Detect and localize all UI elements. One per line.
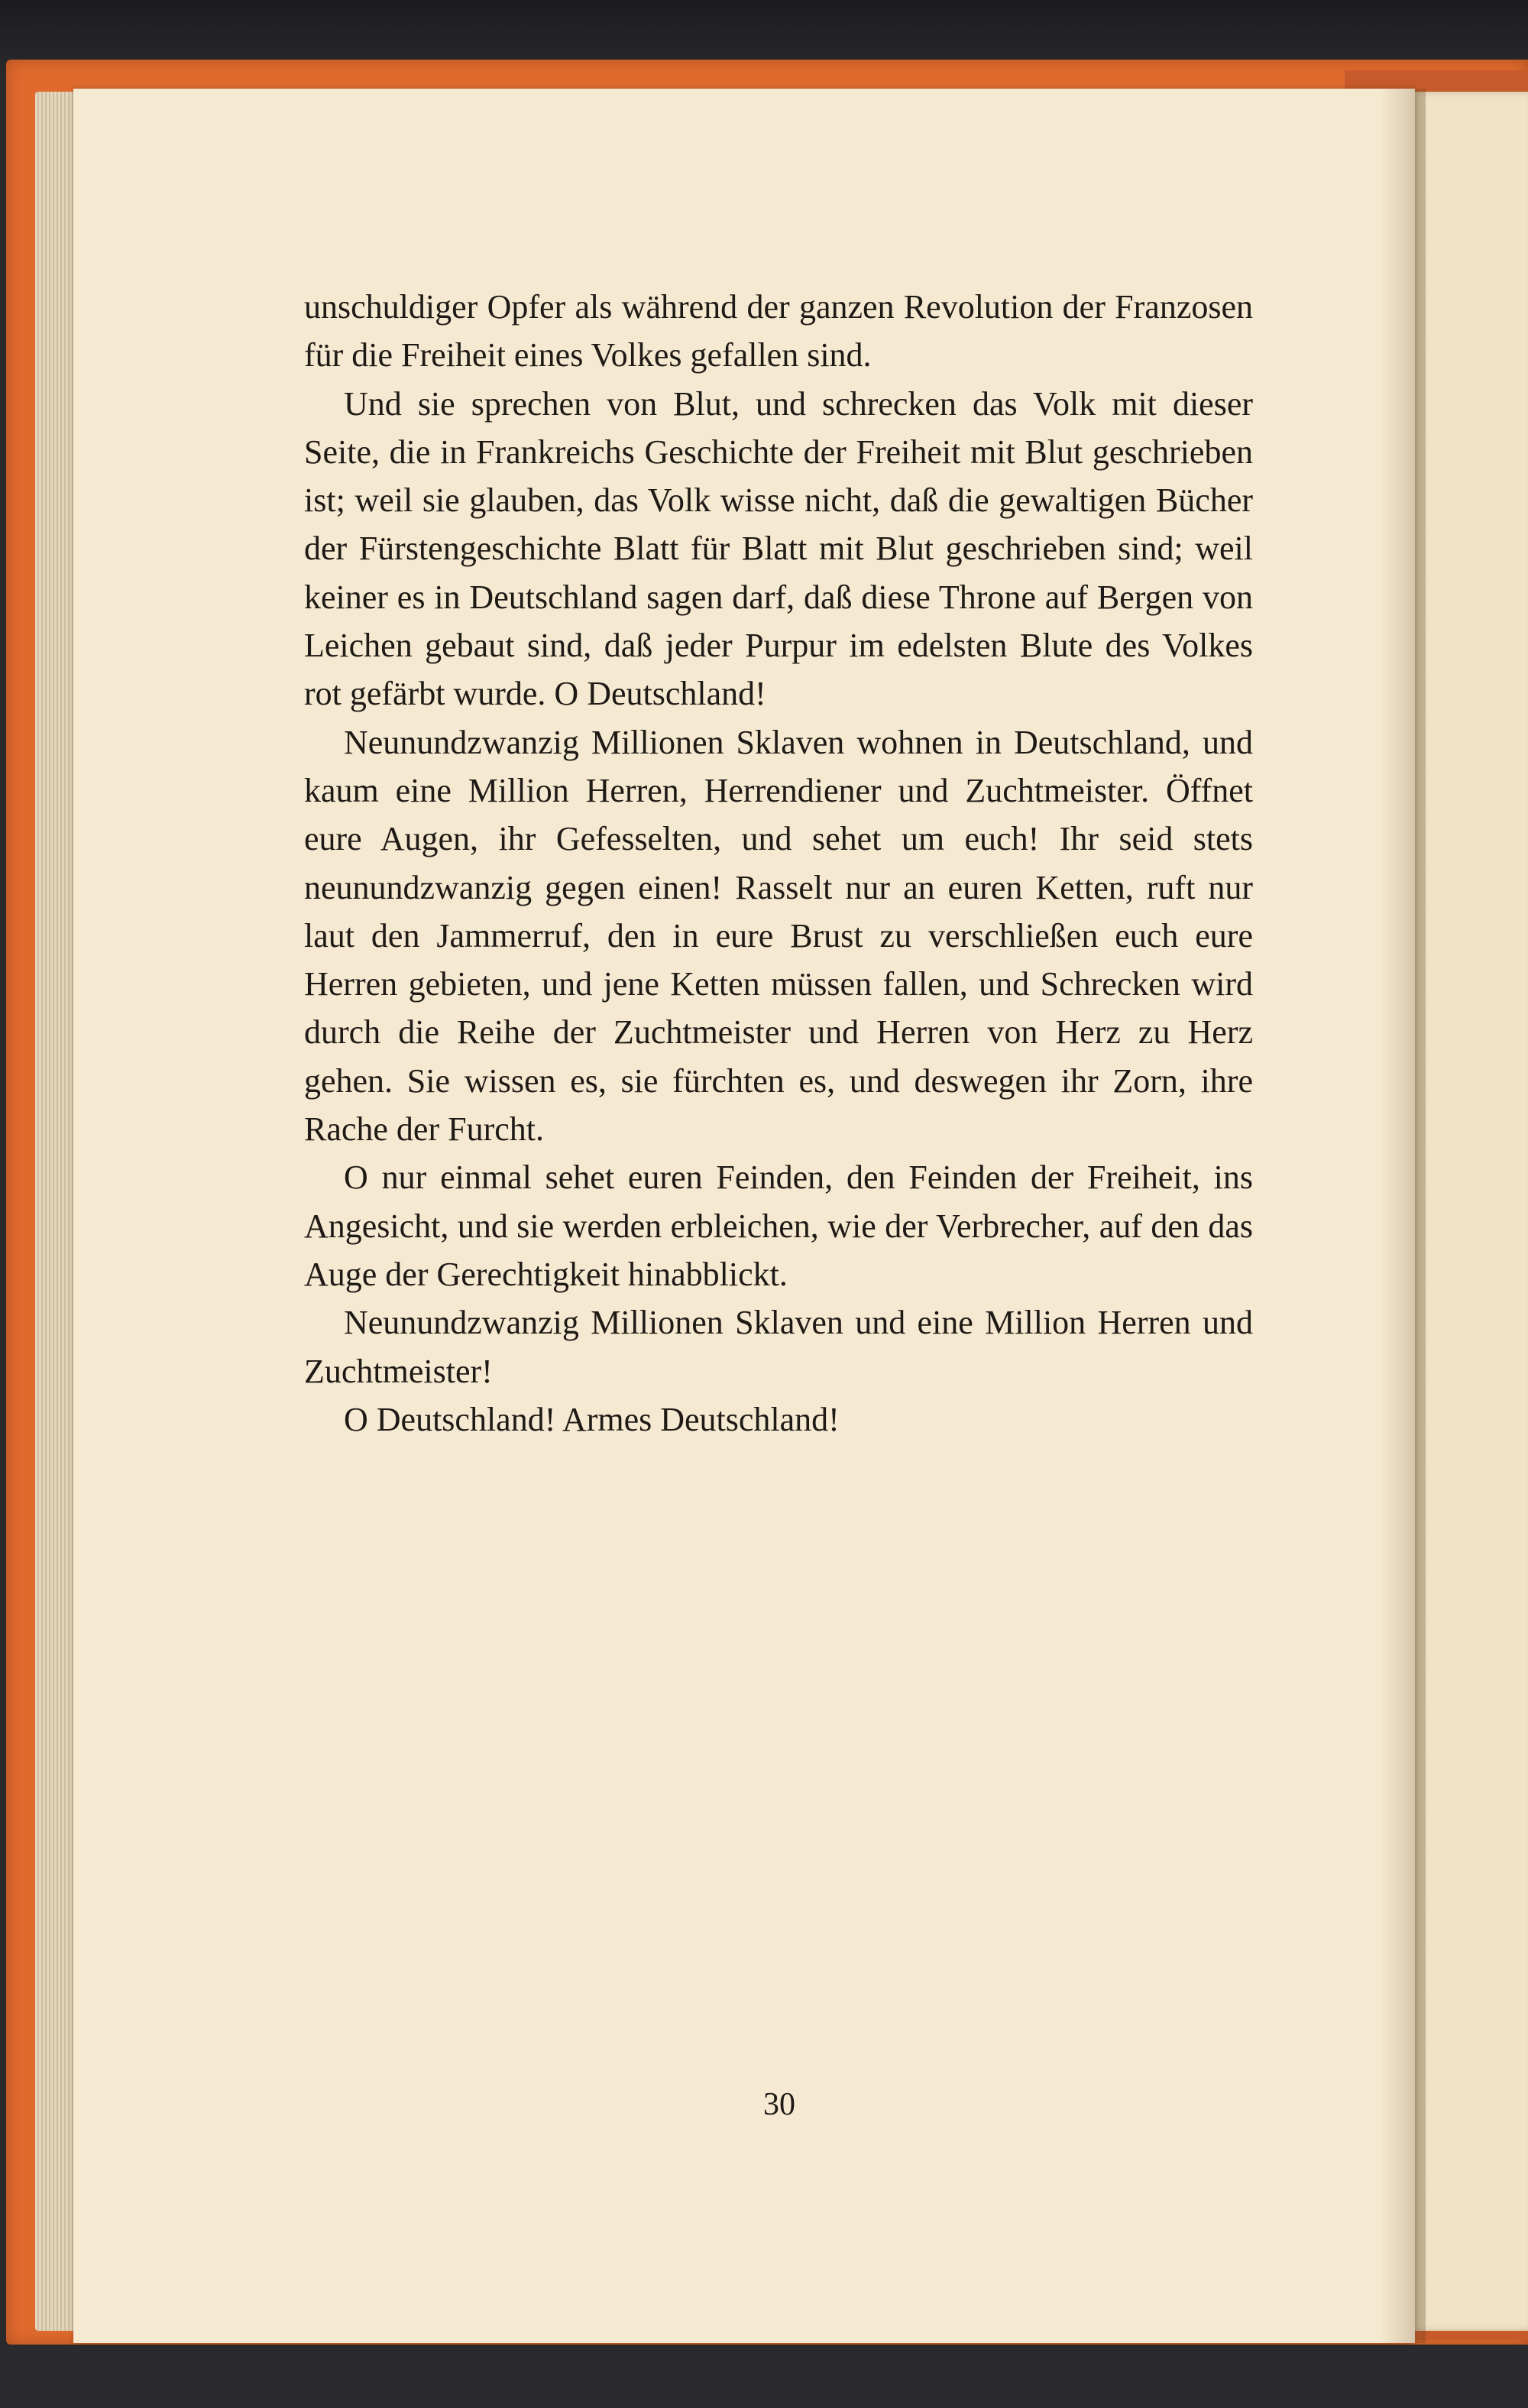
paragraph: Neunundzwanzig Millionen Sklaven und eine Million Herren und Zuchtmeister!: [304, 1304, 1253, 1390]
page-number: 30: [763, 2087, 795, 2122]
paragraph: Neunundzwanzig Millionen Sklaven wohnen in Deutschland, und kaum eine Million Herren, Herrendiener und Zuchtmeister. Öffnet eure Augen, ihr Gefesselten, und sehet um euch! Ihr seid stets neunundzwanzig gegen einen! Rasselt nur an euren Ketten, ruft nur laut den Jammerruf, den in eure Brust zu verschließen euch eure Herren gebieten, und jene Ketten müssen fallen, und Schrecken wird durch die Reihe der Zuchtmeister und Herren von Herz zu Herz gehen. Sie wissen es, sie fürchten es, und deswegen ihr Zorn, ihre Rache der Furcht.: [304, 723, 1253, 1149]
page-gutter-shadow: [1380, 89, 1426, 2343]
paragraph: Und sie sprechen von Blut, und schrecken das Volk mit dieser Seite, die in Frankreichs Geschichte der Freiheit mit Blut geschrieben ist; weil sie glauben, das Volk wisse nicht, daß die gewaltigen Bücher der Fürstengeschichte Blatt für Blatt mit Blut geschrieben sind; weil keiner es in Deutschland sagen darf, daß diese Throne auf Bergen von Leichen gebaut sind, daß jeder Purpur im edelsten Blute des Volkes rot gefärbt wurde. O Deutschland!: [304, 384, 1253, 713]
paragraph: O nur einmal sehet euren Feinden, den Feinden der Freiheit, ins Angesicht, und sie werden erbleichen, wie der Verbrecher, auf den das Auge der Gerechtigkeit hinabblickt.: [304, 1159, 1253, 1293]
page-text: [304, 283, 1253, 1444]
paragraph: O Deutschland! Armes Deutschland!: [344, 1400, 840, 1438]
facing-page-edge: [1415, 92, 1528, 2331]
paragraph-continuation: unschuldiger Opfer als während der ganzen Revolution der Franzosen für die Freiheit eines Volkes gefallen sind.: [304, 288, 1253, 374]
